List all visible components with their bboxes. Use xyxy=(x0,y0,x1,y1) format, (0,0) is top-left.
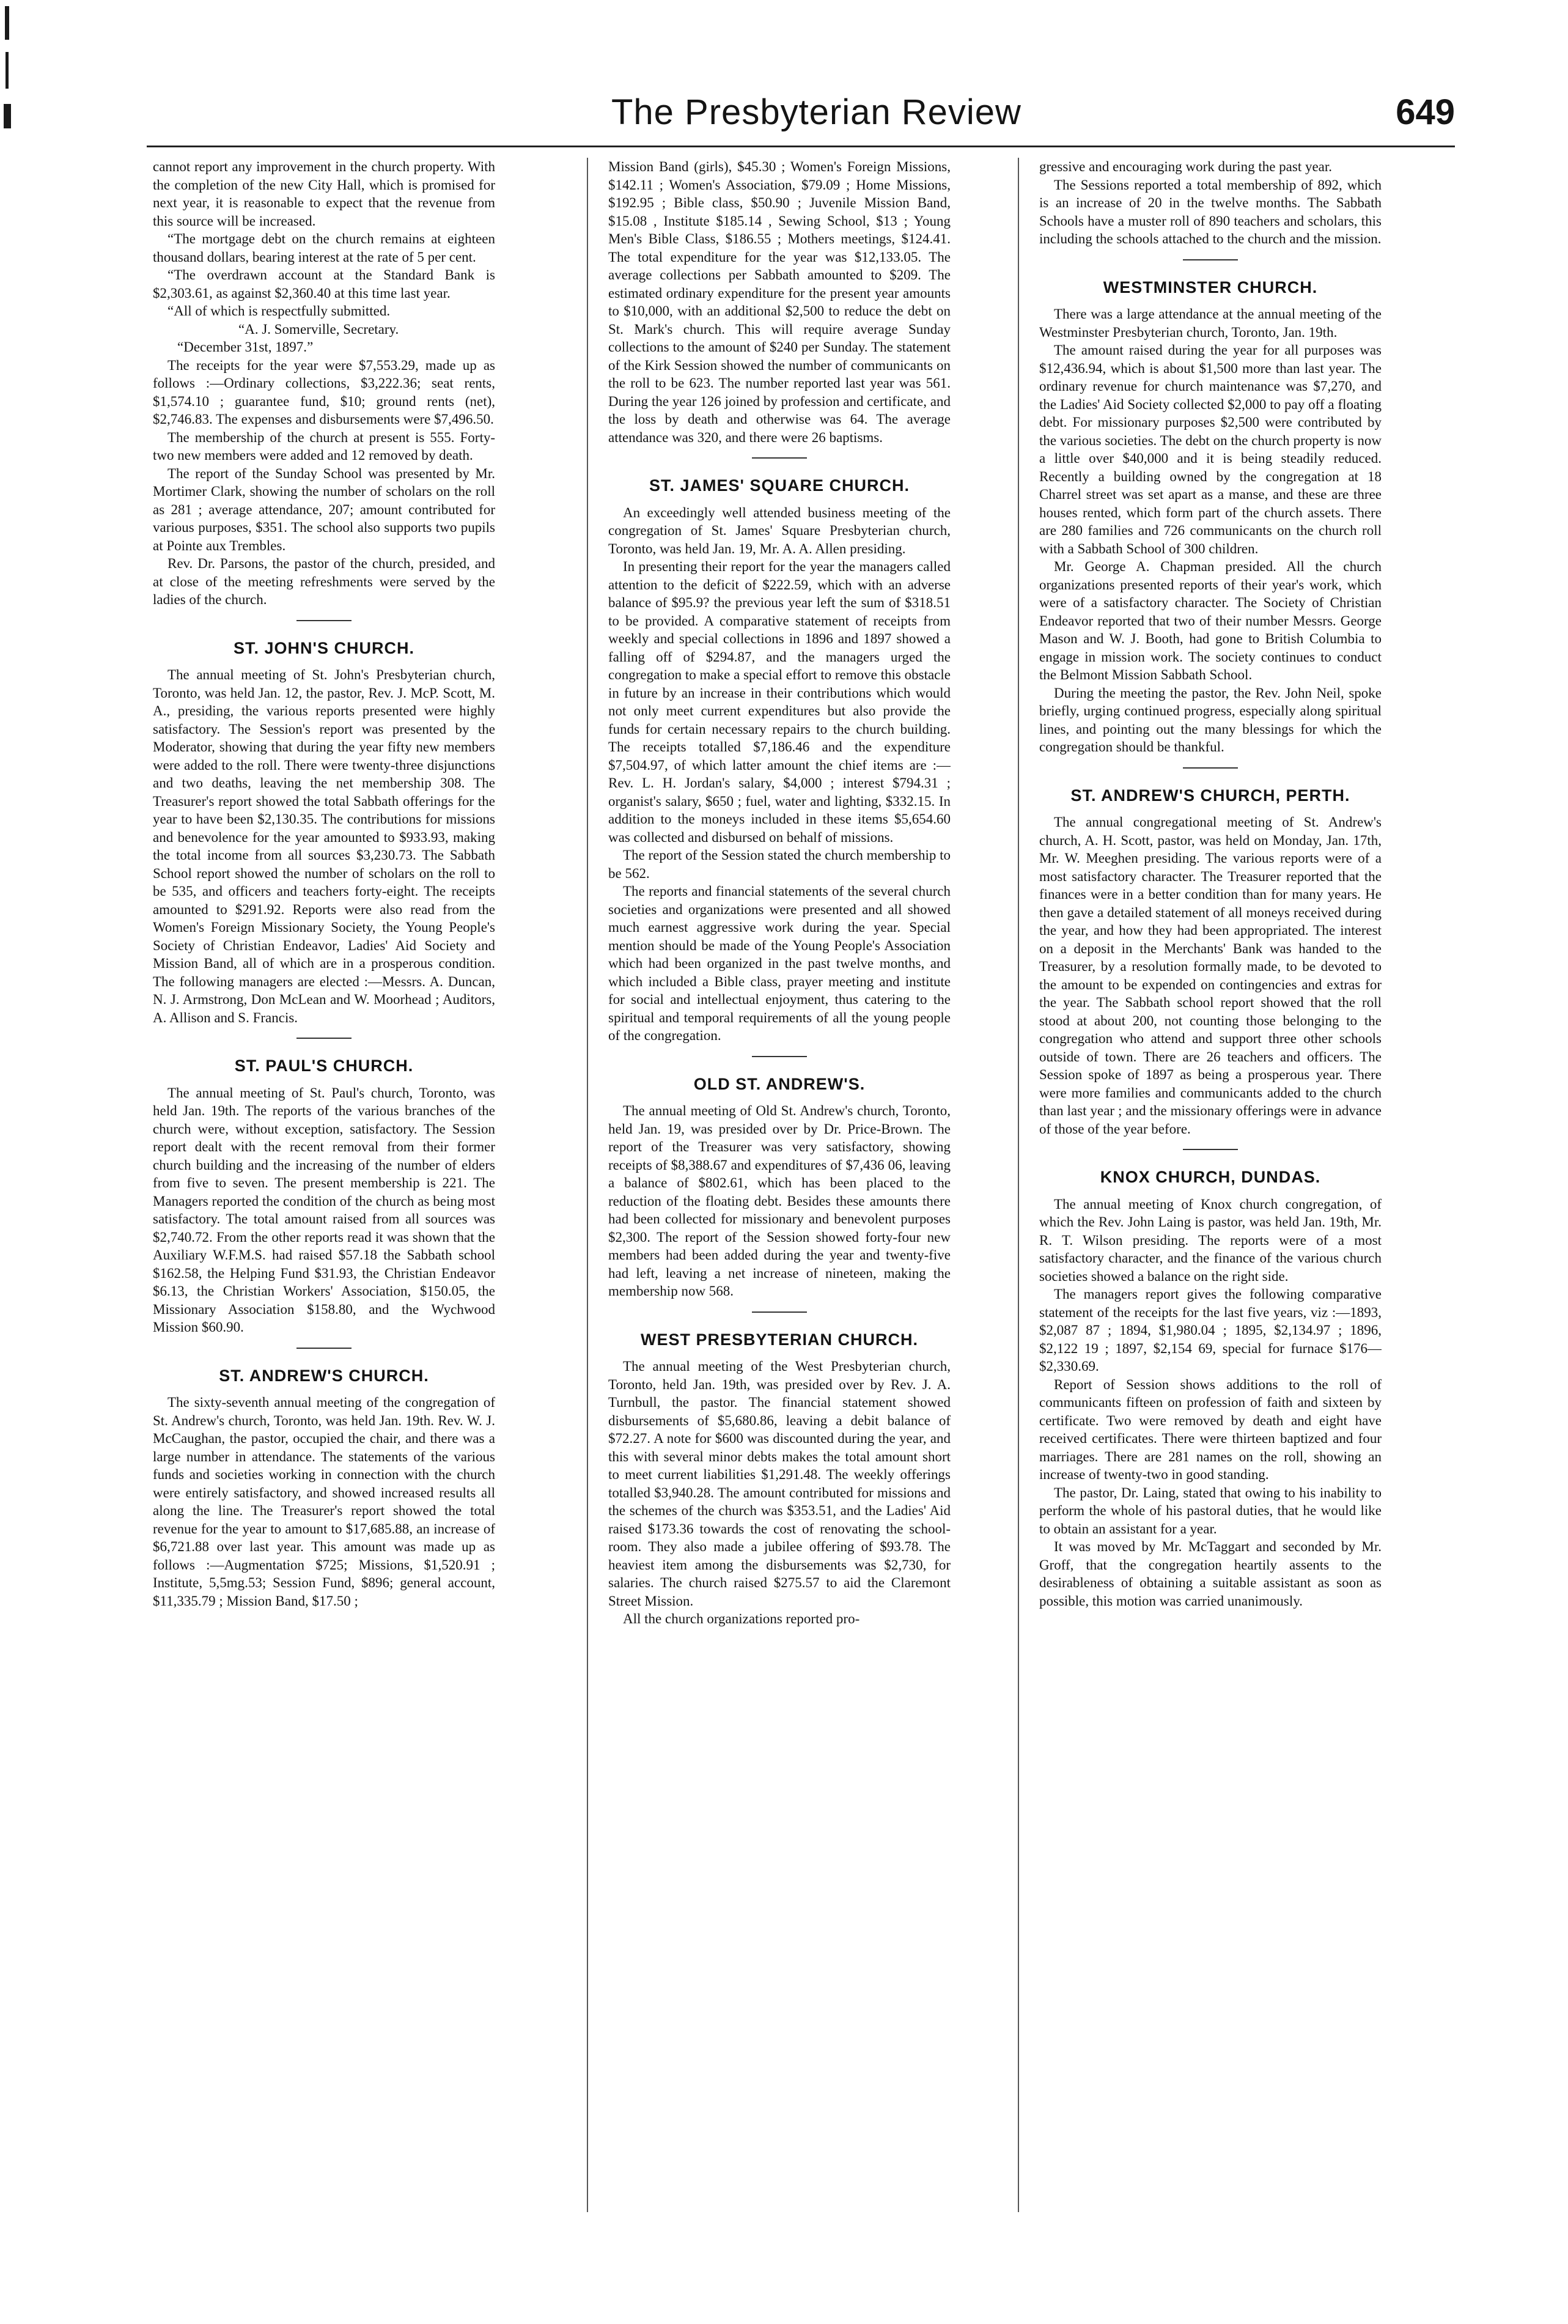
column-divider xyxy=(587,158,588,2212)
section-heading: ST. JAMES' SQUARE CHURCH. xyxy=(649,476,910,495)
article-paragraph: Mission Band (girls), $45.30 ; Women's Foreign Missions, $142.11 ; Women's Association, $79.09 ; Home Missions, $192.95 ; Bible class, $50.90 ; Juvenile Mission Band, $15.08 , Institute $185.14 , Sewing School, $13 ; Young Men's Bible Class, $186.55 ; Mothers meetings, $124.41. The total expenditure for the year was $12,133.05. The average collections per Sabbath amounted to $209. The estimated ordinary expenditure for the present year amounts to $10,000, with an additional $2,500 to reduce the debt on St. Mark's church. This will require average Sunday collections to the amount of $240 per Sunday. The statement of the Kirk Session showed the number of communicants on the roll to be 623. The number reported last year was 561. During the year 126 joined by profession and certificate, and the loss by death and otherwise was 64. The average attendance was 320, and there were 26 baptisms. xyxy=(608,159,951,445)
article-paragraph: The annual meeting of St. Paul's church, Toronto, was held Jan. 19th. The reports of the various branches of the church were, without exception, satisfactory. The Session report dealt with the recent removal from their former church building and the increasing of the number of elders from five to seven. The present membership is 221. The Managers reported the condition of the church as being most satisfactory. The total amount raised from all sources was $2,740.72. From the other reports read it was shown that the Auxiliary W.F.M.S. had raised $57.18 the Sabbath school $162.58, the Helping Fund $31.93, the Christian Endeavor $6.13, the Christian Workers' Association, $150.05, the Missionary Association $158.80, and the Wychwood Mission $60.90. xyxy=(153,1085,495,1335)
column-3 xyxy=(1039,158,1382,2285)
article-paragraph: The annual meeting of Knox church congregation, of which the Rev. John Laing is pastor, was held Jan. 19th, Mr. R. T. Wilson presiding. The reports were of a most satisfactory character, and the finance of the various church societies showed a balance on the right side. xyxy=(1039,1196,1382,1284)
article-paragraph: gressive and encouraging work during the past year. xyxy=(1039,159,1333,174)
article-paragraph: Mr. George A. Chapman presided. All the church organizations presented reports of their year's work, which were of a satisfactory character. The Society of Christian Endeavor reported that two of their number Messrs. George Mason and W. J. Booth, had gone to British Columbia to engage in mission work. The society continues to conduct the Belmont Mission Sabbath School. xyxy=(1039,559,1382,682)
binding-mark xyxy=(4,104,11,128)
article-paragraph: The report of the Session stated the church membership to be 562. xyxy=(608,847,951,881)
article-paragraph: The receipts for the year were $7,553.29, made up as follows :—Ordinary collections, $3,222.36; seat rents, $1,574.10 ; guarantee fund, $10; ground rents (net), $2,746.83. The expenses and disbursements were $7,496.50. xyxy=(153,357,495,427)
article-paragraph: “The overdrawn account at the Standard Bank is $2,303.61, as against $2,360.40 at this time last year. xyxy=(153,267,495,301)
article-paragraph: The pastor, Dr. Laing, stated that owing to his inability to perform the whole of his pastoral duties, that he would like to obtain an assistant for a year. xyxy=(1039,1485,1382,1536)
article-paragraph: “December 31st, 1897.” xyxy=(177,339,314,355)
article-paragraph: The managers report gives the following comparative statement of the receipts for the last five years, viz :—1893, $2,087 87 ; 1894, $1,980.04 ; 1895, $2,134.97 ; 1896, $2,122 19 ; 1897, $2,154 69, special for furnace $176—$2,330.69. xyxy=(1039,1286,1382,1374)
binding-mark xyxy=(6,52,9,89)
article-paragraph: “The mortgage debt on the church remains at eighteen thousand dollars, bearing interest at the rate of 5 per cent. xyxy=(153,231,495,265)
article-paragraph: The reports and financial statements of the several church societies and organizations were presented and all showed much earnest aggressive work during the year. Special mention should be made of the Young People's Association which had been organized in the past twelve months, and which included a Bible class, prayer meeting and institute for social and intellectual enjoyment, thus catering to the spiritual and temporal requirements of all the young people of the congregation. xyxy=(608,883,951,1043)
article-paragraph: “A. J. Somerville, Secretary. xyxy=(238,321,399,337)
section-heading: ST. PAUL'S CHURCH. xyxy=(234,1057,414,1075)
article-paragraph: The report of the Sunday School was presented by Mr. Mortimer Clark, showing the number of scholars on the roll as 281 ; average attendance, 207; amount contributed for various purposes, $351. The school also supports two pupils at Pointe aux Trembles. xyxy=(153,465,495,553)
section-heading: WEST PRESBYTERIAN CHURCH. xyxy=(640,1330,919,1349)
article-paragraph: The membership of the church at present is 555. Forty-two new members were added and 12 removed by death. xyxy=(153,429,495,463)
section-separator xyxy=(296,1348,352,1349)
section-separator xyxy=(296,620,352,621)
column-divider xyxy=(1018,158,1019,2212)
article-paragraph: cannot report any improvement in the church property. With the completion of the new City Hall, which is promised for next year, it is reasonable to expect that the revenue from this source will be increased. xyxy=(153,159,495,229)
section-heading: ST. ANDREW'S CHURCH, PERTH. xyxy=(1070,786,1350,805)
section-heading: ST. ANDREW'S CHURCH. xyxy=(219,1366,429,1385)
article-paragraph: In presenting their report for the year the managers called attention to the deficit of $222.59, which with an adverse balance of $95.9? the previous year left the sum of $318.51 to be provided. A comparative statement of receipts from weekly and special collections in 1896 and 1897 showed a falling off of $294.87, and the managers urged the congregation to make a special effort to remove this obstacle in future by an increase in their contributions which would not only meet current expenditures but also provide the funds for certain necessary repairs to the church building. The receipts totalled $7,186.46 and the expenditure $7,504.97, of which latter amount the chief items are :—Rev. L. H. Jordan's salary, $4,000 ; interest $794.31 ; organist's salary, $650 ; fuel, water and lighting, $332.15. In addition to the moneys included in these items $5,654.60 was collected and disbursed on behalf of missions. xyxy=(608,559,951,845)
article-paragraph: There was a large attendance at the annual meeting of the Westminster Presbyterian church, Toronto, Jan. 19th. xyxy=(1039,306,1382,340)
article-paragraph: The Sessions reported a total membership of 892, which is an increase of 20 in the twelve months. The Sabbath Schools have a muster roll of 890 teachers and scholars, this including the schools attached to the church and the mission. xyxy=(1039,177,1382,246)
section-separator xyxy=(1183,767,1238,769)
article-paragraph: It was moved by Mr. McTaggart and seconded by Mr. Groff, that the congregation heartily assents to the desirableness of obtaining a suitable assistant as soon as possible, this motion was carried unanimously. xyxy=(1039,1539,1382,1609)
article-paragraph: The sixty-seventh annual meeting of the congregation of St. Andrew's church, Toronto, was held Jan. 19th. Rev. W. J. McCaughan, the pastor, occupied the chair, and there was a large number in attendance. The statements of the various funds and societies working in connection with the church were entirely satisfactory, and showed increased results all along the line. The Treasurer's report showed the total revenue for the year to amount to $17,685.88, an increase of $6,721.88 over last year. This amount was made up as follows :—Augmentation $725; Missions, $1,520.91 ; Institute, 5,5mg.53; Session Fund, $896; general account, $11,335.79 ; Mission Band, $17.50 ; xyxy=(153,1395,495,1609)
article-paragraph: An exceedingly well attended business meeting of the congregation of St. James' Square Presbyterian church, Toronto, was held Jan. 19, Mr. A. A. Allen presiding. xyxy=(608,504,951,556)
column-2 xyxy=(608,158,951,2285)
article-paragraph: During the meeting the pastor, the Rev. John Neil, spoke briefly, urging continued progress, especially along spiritual lines, and pointing out the many blessings for which the congregation should be thankful. xyxy=(1039,685,1382,754)
article-paragraph: “All of which is respectfully submitted. xyxy=(167,303,391,319)
article-paragraph: The annual meeting of the West Presbyterian church, Toronto, held Jan. 19th, was presided over by Rev. J. A. Turnbull, the pastor. The financial statement showed disbursements of $5,680.86, leaving a debit balance of $72.27. A note for $600 was discounted during the year, and this with several minor debts makes the total amount short to meet current liabilities $1,291.48. The weekly offerings totalled $3,940.28. The amount contributed for missions and the schemes of the church was $353.51, and the Ladies' Aid raised $173.36 towards the cost of renovating the school-room. They also made a jubilee offering of $93.78. The heaviest item among the disbursements was $2,730, for salaries. The church raised $275.57 to aid the Claremont Street Mission. xyxy=(608,1359,951,1609)
section-heading: KNOX CHURCH, DUNDAS. xyxy=(1100,1168,1321,1186)
section-separator xyxy=(752,1056,807,1057)
section-heading: WESTMINSTER CHURCH. xyxy=(1103,278,1318,297)
publication-title: The Presbyterian Review xyxy=(611,92,1021,132)
column-1 xyxy=(153,158,495,2285)
header-rule xyxy=(147,146,1455,147)
article-paragraph: All the church organizations reported pro- xyxy=(623,1611,860,1626)
section-separator xyxy=(1183,1149,1238,1150)
article-paragraph: The annual meeting of St. John's Presbyterian church, Toronto, was held Jan. 12, the pastor, Rev. J. McP. Scott, M. A., presiding, the various reports presented were highly satisfactory. The Session's report was presented by the Moderator, showing that during the year fifty new members were added to the roll. There were twenty-three disjunctions and two deaths, leaving the net membership 308. The Treasurer's report showed the total Sabbath offerings for the year to have been $2,130.35. The contributions for missions and benevolence for the year amounted to $933.93, making the total income from all sources $3,230.73. The Sabbath School report showed the number of scholars on the roll to be 535, and officers and teachers forty-eight. The receipts amounted to $291.92. Reports were also read from the Women's Foreign Missionary Society, the Young People's Society of Christian Endeavor, Ladies' Aid Society and Mission Band, all of which are in a prosperous condition. The following managers are elected :—Messrs. A. Duncan, N. J. Armstrong, Don McLean and W. Moorhead ; Auditors, A. Allison and S. Francis. xyxy=(153,667,495,1025)
section-separator xyxy=(752,1311,807,1313)
article-paragraph: Rev. Dr. Parsons, the pastor of the church, presided, and at close of the meeting refreshments were served by the ladies of the church. xyxy=(153,556,495,607)
section-separator xyxy=(752,457,807,459)
section-heading: OLD ST. ANDREW'S. xyxy=(693,1074,866,1093)
article-paragraph: The annual meeting of Old St. Andrew's church, Toronto, held Jan. 19, was presided over by Dr. Price-Brown. The report of the Treasurer was very satisfactory, showing receipts of $8,388.67 and expenditures of $7,436 06, leaving a balance of $802.61, which has been placed to the reduction of the floating debt. Besides these amounts there had been collected for missionary and benevolent purposes $2,300. The report of the Session showed forty-four new members had been added during the year and twenty-five had left, leaving a net increase of nineteen, making the membership now 568. xyxy=(608,1103,951,1299)
page-number: 649 xyxy=(1396,92,1455,132)
article-paragraph: Report of Session shows additions to the roll of communicants fifteen on profession of faith and sixteen by certificate. Two were removed by death and eight have received certificates. There were thirteen baptized and four marriages. There are 281 names on the roll, showing an increase of twenty-two in good standing. xyxy=(1039,1376,1382,1482)
article-paragraph: The amount raised during the year for all purposes was $12,436.94, which is about $1,500 more than last year. The ordinary revenue for church maintenance was $7,270, and the Ladies' Aid Society collected $2,000 to pay off a floating debt. For missionary purposes $2,500 were contributed by the various societies. The debt on the church property is now a little over $40,000 and it is being steadily reduced. Recently a building owned by the congregation at 18 Charrel street was set apart as a manse, and these are three houses rented, which form part of the church assets. There are 280 families and 726 communicants on the church roll with a Sabbath School of 300 children. xyxy=(1039,342,1382,556)
section-separator xyxy=(1183,259,1238,260)
binding-edge-marks xyxy=(4,6,11,141)
article-paragraph: The annual congregational meeting of St. Andrew's church, A. H. Scott, pastor, was held on Monday, Jan. 17th, Mr. W. Meeghen presiding. The various reports were of a most satisfactory character. The Treasurer reported that the finances were in a better condition than for many years. He then gave a detailed statement of all moneys received during the year, and how they had been appropriated. The interest on a deposit in the Merchants' Bank was handed to the Treasurer, by a resolution formally made, to be devoted to the amount to be expended on contingencies and extras for the year. The Sabbath school report showed that the roll stood at about 200, not counting those belonging to the congregation who attend and support three other schools outside of town. There are 26 teachers and officers. The Session spoke of 1897 as being a prosperous year. There were more families and communicants added to the church than last year ; and the missionary offerings were in advance of those of the year before. xyxy=(1039,814,1382,1137)
running-head xyxy=(611,92,1455,147)
section-separator xyxy=(296,1038,352,1039)
binding-mark xyxy=(5,6,9,40)
section-heading: ST. JOHN'S CHURCH. xyxy=(234,638,414,657)
